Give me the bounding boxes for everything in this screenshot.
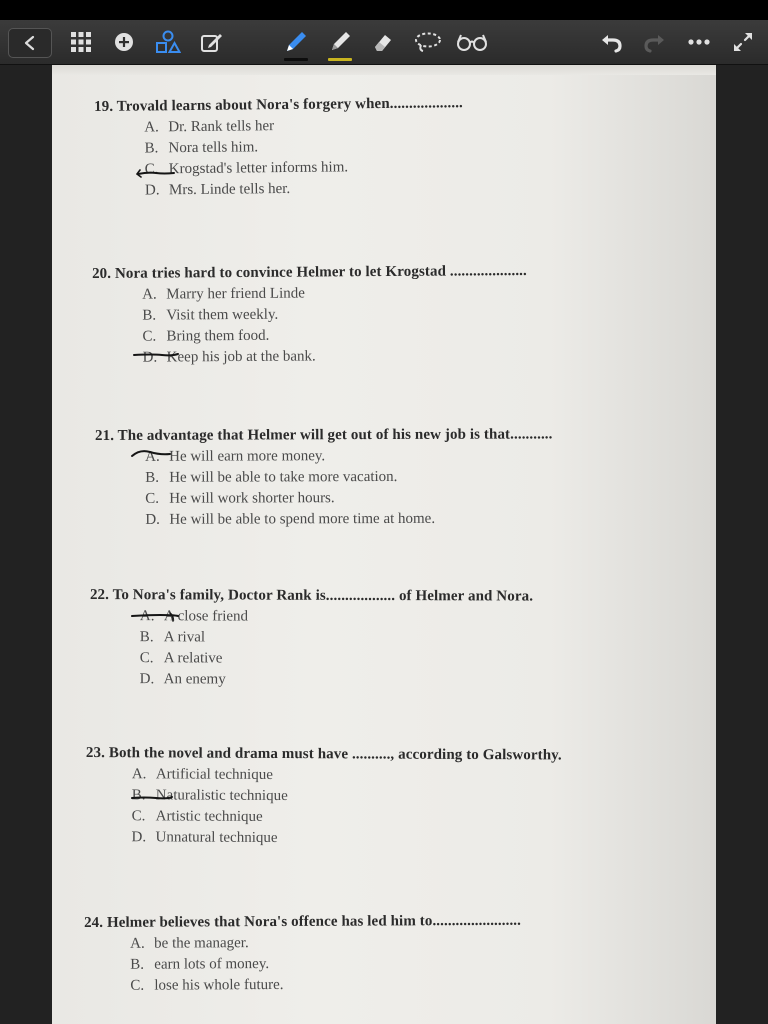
- annotation-toolbar: [0, 20, 768, 65]
- option-a: A. Dr. Rank tells her: [144, 118, 275, 136]
- document-page[interactable]: [52, 65, 716, 1024]
- question-23: [85, 745, 561, 848]
- highlighter-color-indicator: [328, 58, 352, 61]
- question-text: 20. Nora tries hard to convince Helmer to let Krogstad ....................: [92, 262, 527, 282]
- page-top-edge: [52, 65, 716, 75]
- add-icon: [114, 32, 134, 52]
- undo-icon: [599, 31, 623, 53]
- option-b: B. A rival: [139, 629, 206, 646]
- pen-color-indicator: [284, 58, 308, 61]
- thumbnails-grid-icon: [70, 31, 92, 53]
- option-c: C. Bring them food.: [142, 327, 270, 345]
- question-text: 22. To Nora's family, Doctor Rank is.................. of Helmer and Nora.: [89, 587, 534, 605]
- option-b: B. Visit them weekly.: [142, 306, 279, 324]
- option-a: A. be the manager.: [130, 935, 249, 952]
- option-d: D. Mrs. Linde tells her.: [144, 180, 291, 199]
- back-button[interactable]: [8, 28, 52, 58]
- chevron-left-icon: [23, 35, 37, 51]
- read-mode-button[interactable]: [452, 20, 492, 64]
- option-b: B. earn lots of money.: [130, 956, 270, 973]
- question-text: 23. Both the novel and drama must have .........., according to Galsworthy.: [85, 745, 562, 764]
- document-canvas[interactable]: [0, 65, 768, 1024]
- undo-button[interactable]: [594, 20, 628, 64]
- edit-text-button[interactable]: [196, 20, 228, 64]
- question-21: [95, 426, 553, 529]
- pen-tool-button[interactable]: [278, 20, 314, 64]
- edit-text-icon: [200, 31, 224, 53]
- more-button[interactable]: [682, 20, 716, 64]
- question-text: 24. Helmer believes that Nora's offence has led him to.......................: [84, 912, 522, 931]
- option-c: C. Artistic technique: [131, 808, 263, 825]
- question-22: [90, 587, 533, 690]
- eraser-tool-button[interactable]: [366, 20, 400, 64]
- more-icon: [687, 38, 711, 46]
- question-19: [94, 95, 464, 200]
- option-b: B. Naturalistic technique: [131, 787, 288, 805]
- pen-icon: [282, 28, 310, 56]
- question-24: [84, 913, 521, 995]
- option-a: A. Artificial technique: [131, 766, 273, 783]
- option-c: C. He will work shorter hours.: [145, 490, 335, 507]
- option-c: C. lose his whole future.: [130, 976, 284, 994]
- shapes-icon: [155, 30, 181, 54]
- eraser-icon: [371, 30, 395, 54]
- status-bar: [0, 0, 768, 20]
- option-c: C. Krogstad's letter informs him.: [144, 159, 349, 178]
- option-b: B. Nora tells him.: [144, 139, 259, 157]
- fullscreen-icon: [732, 31, 754, 53]
- question-text: 19. Trovald learns about Nora's forgery when...................: [94, 95, 463, 115]
- redo-icon: [643, 31, 667, 53]
- option-b: B. He will be able to take more vacation.: [145, 468, 398, 486]
- option-a: A. A close friend: [139, 608, 249, 625]
- option-d: D. He will be able to spend more time at home.: [145, 510, 436, 528]
- lasso-tool-button[interactable]: [408, 20, 448, 64]
- question-20: [92, 263, 527, 367]
- fullscreen-button[interactable]: [726, 20, 760, 64]
- option-a: A. Marry her friend Linde: [142, 285, 305, 303]
- redo-button[interactable]: [638, 20, 672, 64]
- option-d: D. Keep his job at the bank.: [142, 348, 316, 366]
- option-c: C. A relative: [139, 650, 223, 667]
- highlighter-icon: [326, 28, 354, 56]
- add-button[interactable]: [108, 20, 140, 64]
- option-d: D. Unnatural technique: [131, 829, 278, 847]
- option-d: D. An enemy: [139, 671, 226, 688]
- thumbnails-button[interactable]: [64, 20, 98, 64]
- option-a: A. He will earn more money.: [145, 448, 326, 465]
- highlighter-tool-button[interactable]: [322, 20, 358, 64]
- glasses-icon: [455, 32, 489, 52]
- shapes-button[interactable]: [150, 20, 186, 64]
- lasso-icon: [413, 31, 443, 53]
- question-text: 21. The advantage that Helmer will get out of his new job is that...........: [95, 426, 553, 444]
